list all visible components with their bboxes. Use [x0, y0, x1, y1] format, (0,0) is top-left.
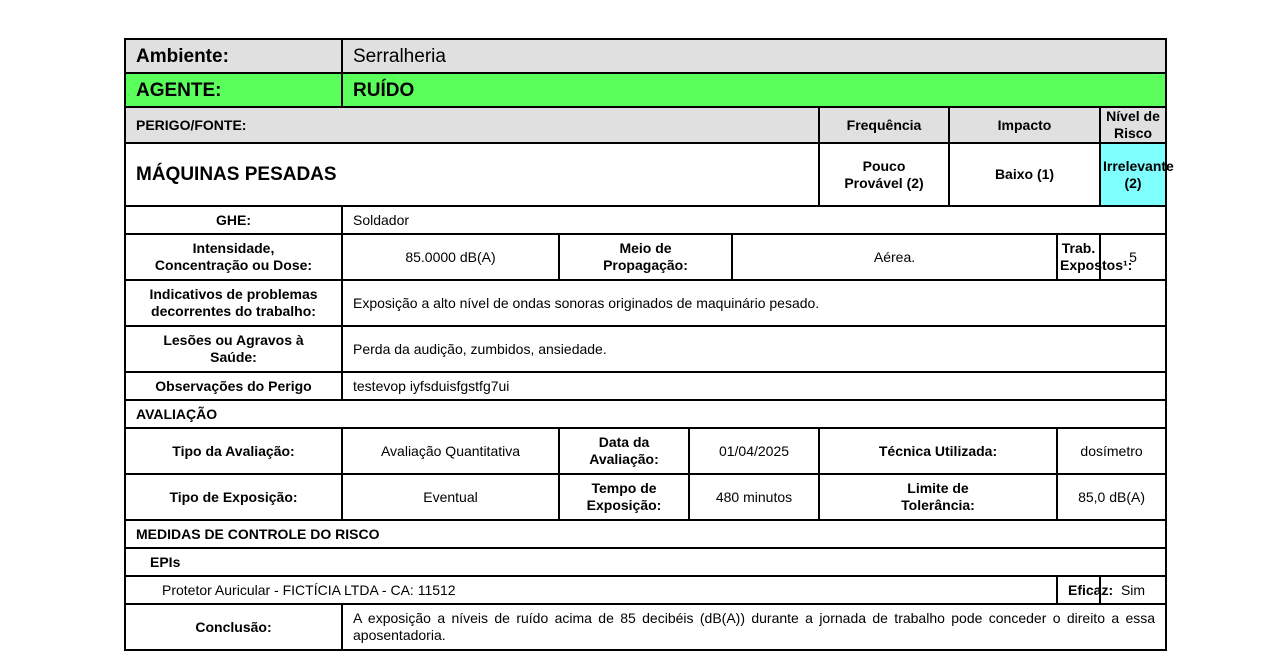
lesoes-label — [125, 326, 342, 372]
trab-expostos-label — [1057, 234, 1133, 280]
limite-tolerancia-label — [819, 474, 1057, 520]
lesoes-row — [125, 326, 1166, 372]
conclusao-value: A exposição a níveis de ruído acima de 85 decibéis (dB(A)) durante a jornada de trabalho pode conceder o direito a essa aposentadoria. — [342, 604, 1166, 650]
intensidade-label — [125, 234, 342, 280]
impacto-value: Baixo (1) — [949, 143, 1100, 206]
eficaz-label: Eficaz: — [1057, 576, 1100, 604]
tipo-exposicao-row — [125, 474, 1166, 520]
tempo-line-2: Exposição: — [586, 497, 662, 513]
tempo-line-1: Tempo de — [591, 480, 657, 496]
epi-item: Protetor Auricular - FICTÍCIA LTDA - CA: 11512 — [125, 576, 1057, 604]
frequencia-line-2: Provável (2) — [844, 174, 924, 191]
meio-line-1: Meio de — [619, 240, 672, 256]
epi-item-row — [125, 576, 1166, 604]
avaliacao-section-title: AVALIAÇÃO — [125, 400, 1166, 428]
perigo-fonte-label: PERIGO/FONTE: — [125, 107, 819, 143]
intensidade-line-1: Intensidade, — [192, 240, 275, 256]
conclusao-label: Conclusão: — [125, 604, 342, 650]
indicativos-value: Exposição a alto nível de ondas sonoras originados de maquinário pesado. — [342, 280, 1166, 326]
indicativos-line-1: Indicativos de problemas — [149, 286, 318, 302]
meio-propagacao-label — [559, 234, 732, 280]
eficaz-value: Sim — [1100, 576, 1166, 604]
limite-tolerancia-value: 85,0 dB(A) — [1057, 474, 1166, 520]
meio-line-2: Propagação: — [603, 257, 688, 273]
risk-report-sheet — [124, 38, 1174, 651]
ghe-row — [125, 206, 1166, 234]
avaliacao-title-row — [125, 400, 1166, 428]
meio-propagacao-value: Aérea. — [732, 234, 1057, 280]
intensidade-line-2: Concentração ou Dose: — [154, 257, 313, 273]
data-avaliacao-value: 01/04/2025 — [689, 428, 819, 474]
intensidade-value: 85.0000 dB(A) — [342, 234, 559, 280]
agente-label: AGENTE: — [125, 73, 342, 107]
impacto-header: Impacto — [949, 107, 1100, 143]
agente-value: RUÍDO — [342, 73, 1166, 107]
tecnica-label: Técnica Utilizada: — [819, 428, 1057, 474]
data-line-2: Avaliação: — [589, 451, 659, 467]
trab-line-1: Trab. — [1061, 240, 1096, 256]
observacoes-row — [125, 372, 1166, 400]
frequencia-line-1: Pouco — [862, 157, 906, 174]
indicativos-line-2: decorrentes do trabalho: — [151, 303, 316, 319]
tipo-avaliacao-label: Tipo da Avaliação: — [125, 428, 342, 474]
perigo-value: MÁQUINAS PESADAS — [125, 143, 819, 206]
risk-values-row — [125, 143, 1166, 206]
ambiente-value: Serralheria — [342, 39, 1166, 73]
ghe-value: Soldador — [342, 206, 1166, 234]
data-avaliacao-label — [559, 428, 689, 474]
frequencia-header: Frequência — [819, 107, 949, 143]
tipo-avaliacao-value: Avaliação Quantitativa — [342, 428, 559, 474]
trab-line-2: Expostos¹: — [1060, 257, 1133, 273]
agente-row — [125, 73, 1166, 107]
indicativos-label — [125, 280, 342, 326]
intensidade-row — [125, 234, 1166, 280]
tempo-exposicao-label — [559, 474, 689, 520]
ambiente-label: Ambiente: — [125, 39, 342, 73]
tipo-avaliacao-row — [125, 428, 1166, 474]
risk-header-row — [125, 107, 1166, 143]
observacoes-label: Observações do Perigo — [125, 372, 342, 400]
risk-table — [124, 38, 1174, 651]
lesoes-value: Perda da audição, zumbidos, ansiedade. — [342, 326, 1166, 372]
indicativos-row — [125, 280, 1166, 326]
lesoes-line-2: Saúde: — [210, 349, 257, 365]
ghe-label: GHE: — [125, 206, 342, 234]
controle-title-row — [125, 520, 1166, 548]
observacoes-value: testevop iyfsduisfgstfg7ui — [342, 372, 1166, 400]
frequencia-value — [819, 143, 949, 206]
data-line-1: Data da — [598, 434, 650, 450]
tipo-exposicao-value: Eventual — [342, 474, 559, 520]
tipo-exposicao-label: Tipo de Exposição: — [125, 474, 342, 520]
lesoes-line-1: Lesões ou Agravos à — [163, 332, 304, 348]
controle-section-title: MEDIDAS DE CONTROLE DO RISCO — [125, 520, 1166, 548]
conclusao-row — [125, 604, 1166, 650]
nivel-risco-header: Nível de Risco — [1100, 107, 1166, 143]
tempo-exposicao-value: 480 minutos — [689, 474, 819, 520]
nivel-risco-value: Irrelevante (2) — [1100, 143, 1166, 206]
limite-line-2: Tolerância: — [901, 497, 975, 513]
epis-label: EPIs — [125, 548, 1166, 576]
ambiente-row — [125, 39, 1166, 73]
limite-line-1: Limite de — [907, 480, 969, 496]
tecnica-value: dosímetro — [1057, 428, 1166, 474]
epis-header-row — [125, 548, 1166, 576]
trab-expostos-value: 5 — [1100, 234, 1166, 280]
